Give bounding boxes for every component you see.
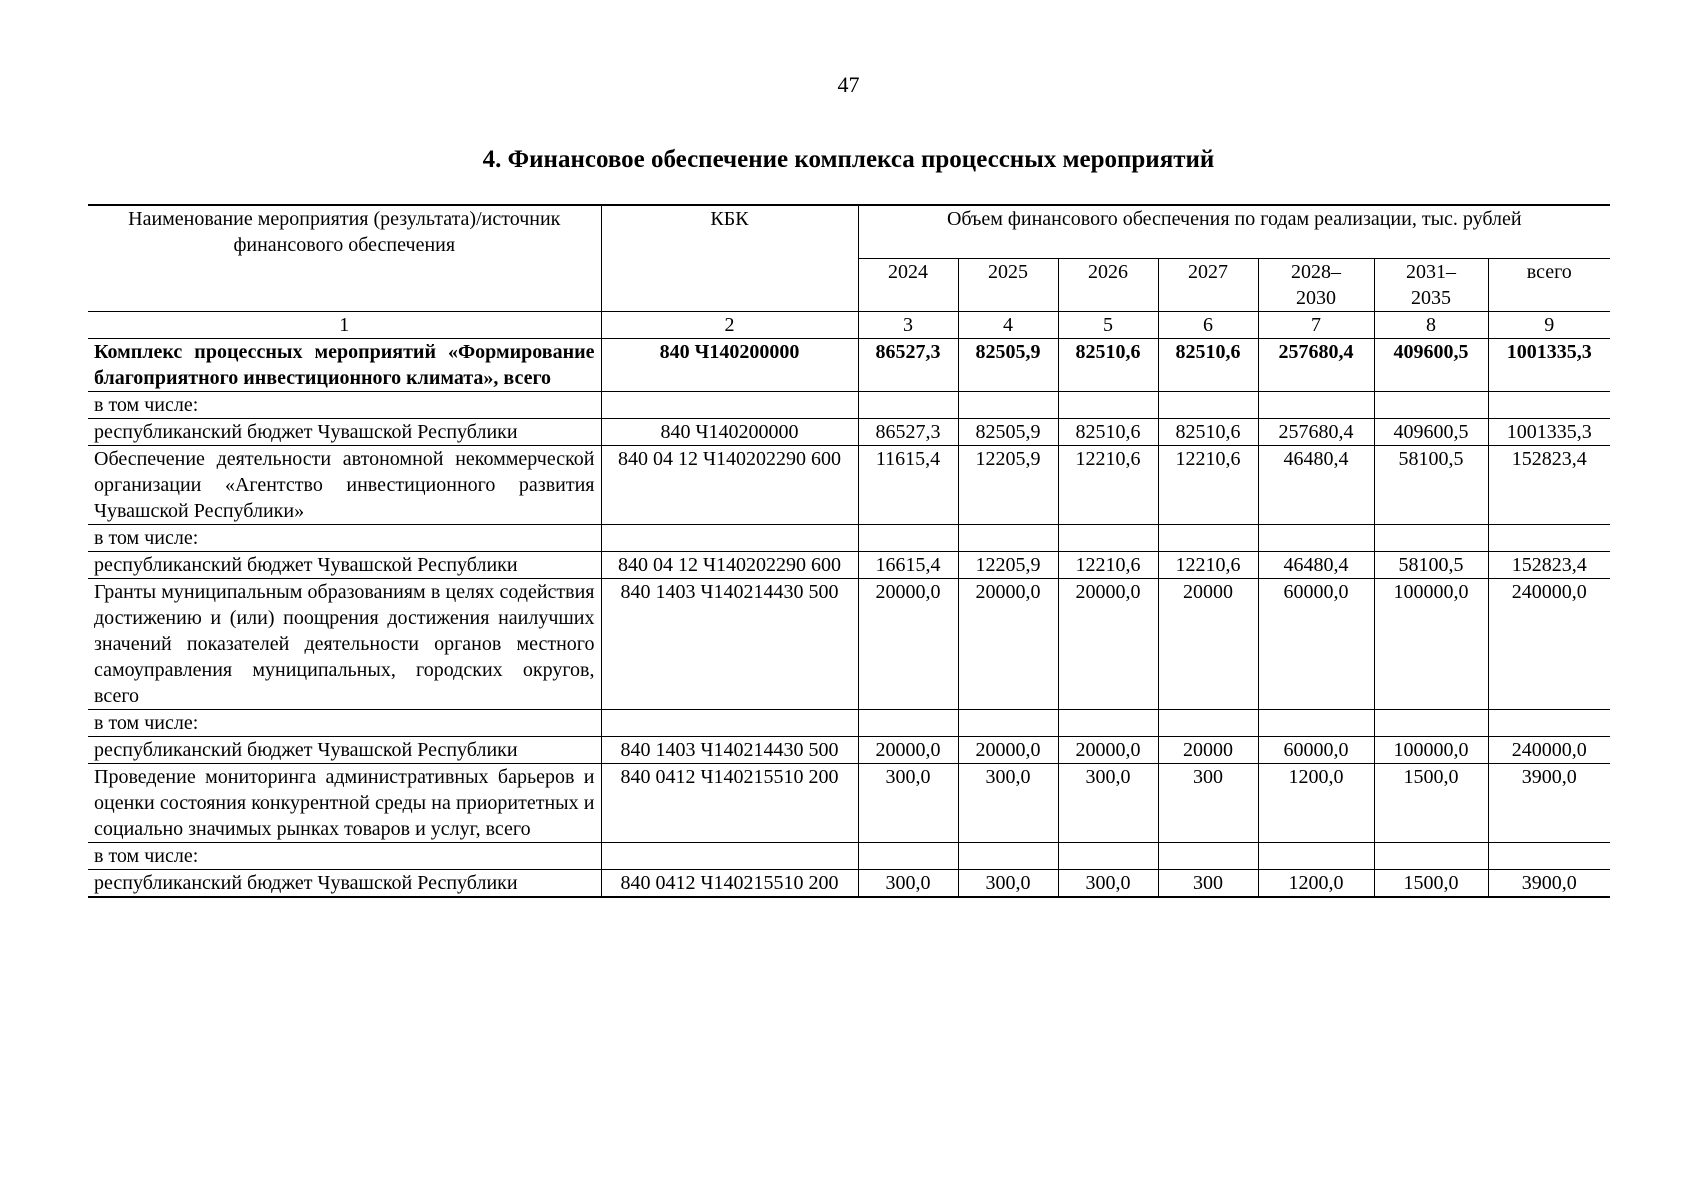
- row-value: [1258, 525, 1374, 552]
- column-number-9: 9: [1488, 312, 1610, 339]
- header-year-3: 2027: [1158, 259, 1258, 312]
- row-kbk: 840 0412 Ч140215510 200: [601, 764, 858, 843]
- row-value: 1200,0: [1258, 764, 1374, 843]
- row-value: 257680,4: [1258, 339, 1374, 392]
- row-value: 152823,4: [1488, 446, 1610, 525]
- row-value: 20000,0: [1058, 737, 1158, 764]
- row-value: [1258, 843, 1374, 870]
- table-row: [88, 525, 1610, 552]
- row-value: 82510,6: [1058, 419, 1158, 446]
- row-value: [858, 843, 958, 870]
- page-title: 4. Финансовое обеспечение комплекса процессных мероприятий: [482, 146, 1215, 173]
- row-value: 46480,4: [1258, 552, 1374, 579]
- row-value: 82510,6: [1158, 419, 1258, 446]
- table-row: [88, 339, 1610, 392]
- header-year-0: 2024: [858, 259, 958, 312]
- column-number-4: 4: [958, 312, 1058, 339]
- row-name: республиканский бюджет Чувашской Республики: [88, 737, 601, 764]
- row-name: в том числе:: [88, 525, 601, 552]
- row-value: [1058, 392, 1158, 419]
- row-kbk: 840 Ч140200000: [601, 339, 858, 392]
- row-value: 58100,5: [1374, 552, 1488, 579]
- row-value: 1001335,3: [1488, 419, 1610, 446]
- table-row: [88, 552, 1610, 579]
- table-row: [88, 764, 1610, 843]
- row-value: [1374, 525, 1488, 552]
- row-value: 300: [1158, 870, 1258, 898]
- header-year-2: 2026: [1058, 259, 1158, 312]
- row-value: 12210,6: [1158, 552, 1258, 579]
- header-year-6: всего: [1488, 259, 1610, 312]
- row-value: [1258, 710, 1374, 737]
- row-kbk: 840 04 12 Ч140202290 600: [601, 446, 858, 525]
- row-value: [1488, 843, 1610, 870]
- column-number-3: 3: [858, 312, 958, 339]
- table-row: [88, 737, 1610, 764]
- row-value: 257680,4: [1258, 419, 1374, 446]
- row-value: 152823,4: [1488, 552, 1610, 579]
- column-number-8: 8: [1374, 312, 1488, 339]
- row-value: [1374, 392, 1488, 419]
- row-name: республиканский бюджет Чувашской Республики: [88, 870, 601, 898]
- financing-table: [88, 204, 1610, 898]
- header-kbk-column: КБК: [601, 205, 858, 312]
- row-name: в том числе:: [88, 392, 601, 419]
- row-name: Гранты муниципальным образованиям в целях содействия достижению и (или) поощрения достижения наилучших значений показателей деятельности органов местного самоуправления муниципальных, городских округов, всего: [88, 579, 601, 710]
- row-value: 3900,0: [1488, 870, 1610, 898]
- table-row: [88, 419, 1610, 446]
- row-value: 20000,0: [858, 579, 958, 710]
- row-name: Комплекс процессных мероприятий «Формирование благоприятного инвестиционного климата», всего: [88, 339, 601, 392]
- row-value: [1258, 392, 1374, 419]
- row-value: 58100,5: [1374, 446, 1488, 525]
- row-value: 100000,0: [1374, 737, 1488, 764]
- row-value: 60000,0: [1258, 579, 1374, 710]
- row-value: 409600,5: [1374, 339, 1488, 392]
- row-value: [1058, 843, 1158, 870]
- row-value: [858, 710, 958, 737]
- row-value: 20000,0: [1058, 579, 1158, 710]
- row-value: [858, 392, 958, 419]
- row-value: 20000,0: [858, 737, 958, 764]
- row-value: 300,0: [858, 764, 958, 843]
- row-kbk: 840 04 12 Ч140202290 600: [601, 552, 858, 579]
- row-value: 16615,4: [858, 552, 958, 579]
- row-value: 1200,0: [1258, 870, 1374, 898]
- row-value: [1158, 525, 1258, 552]
- row-value: [1158, 392, 1258, 419]
- row-value: 409600,5: [1374, 419, 1488, 446]
- row-value: [1058, 710, 1158, 737]
- table-row: [88, 710, 1610, 737]
- row-value: 20000,0: [958, 737, 1058, 764]
- table-row: [88, 392, 1610, 419]
- row-value: 100000,0: [1374, 579, 1488, 710]
- row-kbk: [601, 843, 858, 870]
- row-value: [1488, 525, 1610, 552]
- row-value: 86527,3: [858, 339, 958, 392]
- row-value: 46480,4: [1258, 446, 1374, 525]
- row-value: [1374, 710, 1488, 737]
- row-value: [1488, 392, 1610, 419]
- row-kbk: [601, 710, 858, 737]
- row-name: республиканский бюджет Чувашской Республики: [88, 419, 601, 446]
- row-value: 300,0: [958, 870, 1058, 898]
- table-row: [88, 446, 1610, 525]
- row-kbk: 840 Ч140200000: [601, 419, 858, 446]
- row-name: Обеспечение деятельности автономной некоммерческой организации «Агентство инвестиционного развития Чувашской Республики»: [88, 446, 601, 525]
- row-value: 300,0: [958, 764, 1058, 843]
- row-value: 20000,0: [958, 579, 1058, 710]
- header-year-4: 2028– 2030: [1258, 259, 1374, 312]
- row-value: [958, 392, 1058, 419]
- row-value: [1158, 710, 1258, 737]
- row-kbk: 840 1403 Ч140214430 500: [601, 737, 858, 764]
- row-value: 240000,0: [1488, 737, 1610, 764]
- row-value: [958, 525, 1058, 552]
- row-value: 300,0: [1058, 870, 1158, 898]
- header-year-1: 2025: [958, 259, 1058, 312]
- row-kbk: 840 1403 Ч140214430 500: [601, 579, 858, 710]
- row-value: [1158, 843, 1258, 870]
- row-value: 20000: [1158, 737, 1258, 764]
- row-value: 12205,9: [958, 552, 1058, 579]
- table-row: [88, 843, 1610, 870]
- row-name: республиканский бюджет Чувашской Республики: [88, 552, 601, 579]
- row-value: 82505,9: [958, 339, 1058, 392]
- row-value: [1058, 525, 1158, 552]
- row-value: 12210,6: [1158, 446, 1258, 525]
- table-row: [88, 870, 1610, 898]
- row-value: 86527,3: [858, 419, 958, 446]
- header-year-5: 2031– 2035: [1374, 259, 1488, 312]
- column-number-1: 1: [88, 312, 601, 339]
- column-number-6: 6: [1158, 312, 1258, 339]
- row-value: 240000,0: [1488, 579, 1610, 710]
- row-value: 82510,6: [1158, 339, 1258, 392]
- row-value: [958, 843, 1058, 870]
- row-name: в том числе:: [88, 843, 601, 870]
- row-value: 300: [1158, 764, 1258, 843]
- row-value: 300,0: [858, 870, 958, 898]
- column-number-5: 5: [1058, 312, 1158, 339]
- row-value: 12210,6: [1058, 446, 1158, 525]
- row-value: [858, 525, 958, 552]
- row-value: [1374, 843, 1488, 870]
- row-value: 82505,9: [958, 419, 1058, 446]
- row-value: 1001335,3: [1488, 339, 1610, 392]
- header-volume-column: Объем финансового обеспечения по годам реализации, тыс. рублей: [858, 205, 1610, 259]
- row-kbk: [601, 525, 858, 552]
- column-number-2: 2: [601, 312, 858, 339]
- row-kbk: [601, 392, 858, 419]
- row-value: 1500,0: [1374, 764, 1488, 843]
- row-name: Проведение мониторинга административных барьеров и оценки состояния конкурентной среды на приоритетных и социально значимых рынках товаров и услуг, всего: [88, 764, 601, 843]
- row-name: в том числе:: [88, 710, 601, 737]
- row-value: 12205,9: [958, 446, 1058, 525]
- row-value: 60000,0: [1258, 737, 1374, 764]
- row-kbk: 840 0412 Ч140215510 200: [601, 870, 858, 898]
- row-value: 20000: [1158, 579, 1258, 710]
- row-value: [958, 710, 1058, 737]
- row-value: 82510,6: [1058, 339, 1158, 392]
- row-value: 3900,0: [1488, 764, 1610, 843]
- column-number-7: 7: [1258, 312, 1374, 339]
- page-number: 47: [837, 72, 860, 97]
- row-value: 1500,0: [1374, 870, 1488, 898]
- row-value: [1488, 710, 1610, 737]
- row-value: 12210,6: [1058, 552, 1158, 579]
- row-value: 300,0: [1058, 764, 1158, 843]
- row-value: 11615,4: [858, 446, 958, 525]
- header-name-column: Наименование мероприятия (результата)/источник финансового обеспечения: [88, 205, 601, 312]
- table-row: [88, 579, 1610, 710]
